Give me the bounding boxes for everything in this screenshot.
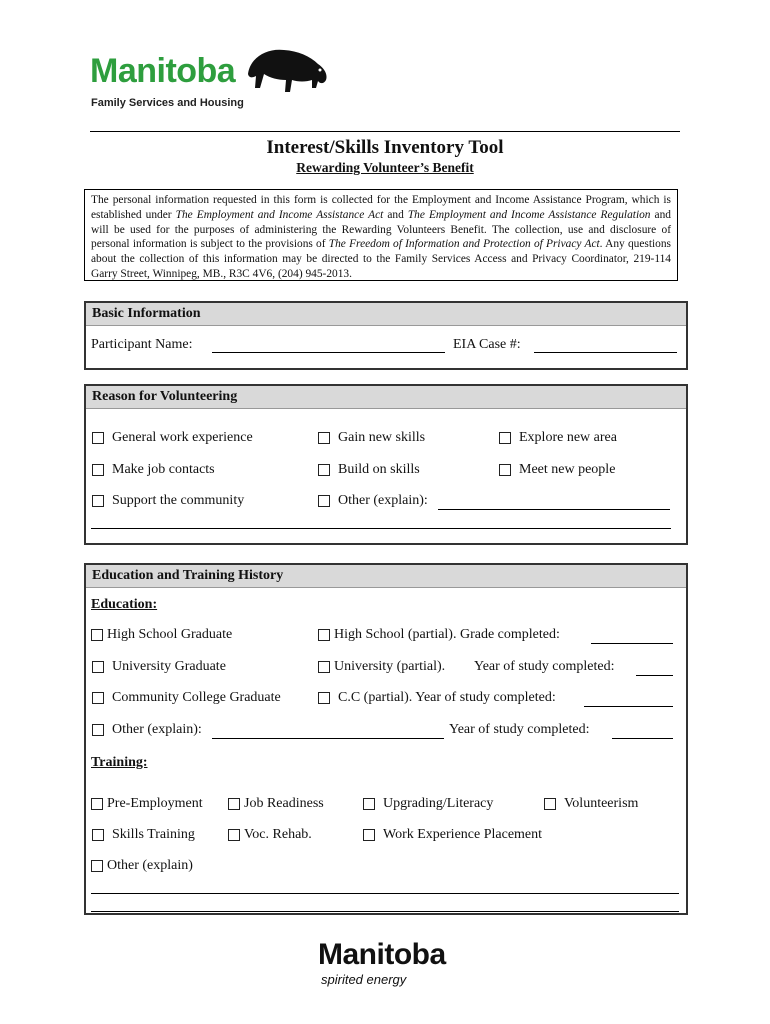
manitoba-footer-logo xyxy=(318,938,458,998)
checkbox[interactable] xyxy=(318,629,330,641)
page-subtitle: Rewarding Volunteer’s Benefit xyxy=(296,160,474,175)
edu-high-school-partial[interactable]: High School (partial). Grade completed: xyxy=(318,627,560,643)
checkbox[interactable] xyxy=(92,829,104,841)
train-voc-rehab[interactable]: Voc. Rehab. xyxy=(228,827,312,843)
checkbox[interactable] xyxy=(363,798,375,810)
reason-meet-people[interactable]: Meet new people xyxy=(499,462,615,478)
checkbox[interactable] xyxy=(91,860,103,872)
reason-general-work[interactable]: General work experience xyxy=(92,430,253,446)
header-divider xyxy=(90,131,680,132)
page-title: Interest/Skills Inventory Tool xyxy=(266,137,504,158)
checkbox[interactable] xyxy=(363,829,375,841)
other-year-field[interactable] xyxy=(612,724,673,739)
participant-name-label: Participant Name: xyxy=(91,337,193,352)
participant-name-field[interactable] xyxy=(212,338,445,353)
reason-explore-area[interactable]: Explore new area xyxy=(499,430,617,446)
checkbox[interactable] xyxy=(92,692,104,704)
checkbox[interactable] xyxy=(318,692,330,704)
training-explain-line-1[interactable] xyxy=(91,893,679,894)
edu-college[interactable]: Community College Graduate xyxy=(92,690,281,706)
bison-icon xyxy=(240,44,330,99)
checkbox[interactable] xyxy=(92,464,104,476)
checkbox[interactable] xyxy=(318,661,330,673)
checkbox[interactable] xyxy=(318,495,330,507)
train-skills-training[interactable]: Skills Training xyxy=(92,827,195,843)
footer-wordmark: Manitoba xyxy=(318,938,446,971)
checkbox[interactable] xyxy=(91,798,103,810)
university-year-field[interactable] xyxy=(636,661,673,676)
logo-wordmark: Manitoba xyxy=(90,52,236,90)
section-heading: Basic Information xyxy=(86,303,686,326)
checkbox[interactable] xyxy=(318,432,330,444)
manitoba-logo xyxy=(90,44,330,116)
checkbox[interactable] xyxy=(228,829,240,841)
case-number-field[interactable] xyxy=(534,338,677,353)
checkbox[interactable] xyxy=(544,798,556,810)
reason-build-skills[interactable]: Build on skills xyxy=(318,462,420,478)
case-number-label: EIA Case #: xyxy=(453,337,521,352)
checkbox[interactable] xyxy=(91,629,103,641)
checkbox[interactable] xyxy=(92,661,104,673)
reason-explain-line[interactable] xyxy=(91,528,671,529)
edu-other[interactable]: Other (explain): xyxy=(92,722,202,738)
section-heading: Reason for Volunteering xyxy=(86,386,686,409)
section-heading: Education and Training History xyxy=(86,565,686,588)
edu-cc-partial[interactable]: C.C (partial). Year of study completed: xyxy=(318,690,556,706)
edu-other-field[interactable] xyxy=(212,724,444,739)
case-number-row xyxy=(453,337,521,353)
university-year-label: Year of study completed: xyxy=(474,659,615,674)
checkbox[interactable] xyxy=(92,432,104,444)
train-other[interactable]: Other (explain) xyxy=(91,858,193,874)
edu-university-partial[interactable]: University (partial). xyxy=(318,659,445,675)
grade-completed-field[interactable] xyxy=(591,629,673,644)
checkbox[interactable] xyxy=(92,495,104,507)
basic-information-section xyxy=(84,301,688,370)
train-work-experience[interactable]: Work Experience Placement xyxy=(363,827,542,843)
footer-tagline: spirited energy xyxy=(321,972,407,987)
participant-name-row xyxy=(91,337,192,353)
train-volunteerism[interactable]: Volunteerism xyxy=(544,796,638,812)
train-job-readiness[interactable]: Job Readiness xyxy=(228,796,324,812)
checkbox[interactable] xyxy=(318,464,330,476)
train-pre-employment[interactable]: Pre-Employment xyxy=(91,796,203,812)
checkbox[interactable] xyxy=(228,798,240,810)
edu-high-school[interactable]: High School Graduate xyxy=(91,627,232,643)
privacy-notice: The personal information requested in this form is collected for the Employment and Income Assistance Program, which is established under The Employment and Income Assistance Act and The Employment and Income Assistance Regulation and will be used for the purposes of administering the Rewarding Volunteers Benefit. The collection, use and disclosure of personal information is subject to the provisions of The Freedom of Information and Protection of Privacy Act. Any questions about the collection of this information may be directed to the Family Services Access and Privacy Coordinator, 219-114 Garry Street, Winnipeg, MB., R3C 4V6, (204) 945-2013. xyxy=(84,189,678,281)
cc-year-field[interactable] xyxy=(584,692,673,707)
checkbox[interactable] xyxy=(499,432,511,444)
reason-other-field[interactable] xyxy=(438,495,670,510)
logo-subtitle: Family Services and Housing xyxy=(91,97,244,109)
training-label: Training: xyxy=(91,755,148,770)
reason-gain-skills[interactable]: Gain new skills xyxy=(318,430,425,446)
training-explain-line-2[interactable] xyxy=(91,911,679,912)
reason-support-community[interactable]: Support the community xyxy=(92,493,244,509)
other-year-label: Year of study completed: xyxy=(449,722,590,737)
edu-university[interactable]: University Graduate xyxy=(92,659,226,675)
checkbox[interactable] xyxy=(499,464,511,476)
education-label: Education: xyxy=(91,597,158,612)
train-upgrading[interactable]: Upgrading/Literacy xyxy=(363,796,493,812)
checkbox[interactable] xyxy=(92,724,104,736)
reason-job-contacts[interactable]: Make job contacts xyxy=(92,462,215,478)
reason-other[interactable]: Other (explain): xyxy=(318,493,428,509)
